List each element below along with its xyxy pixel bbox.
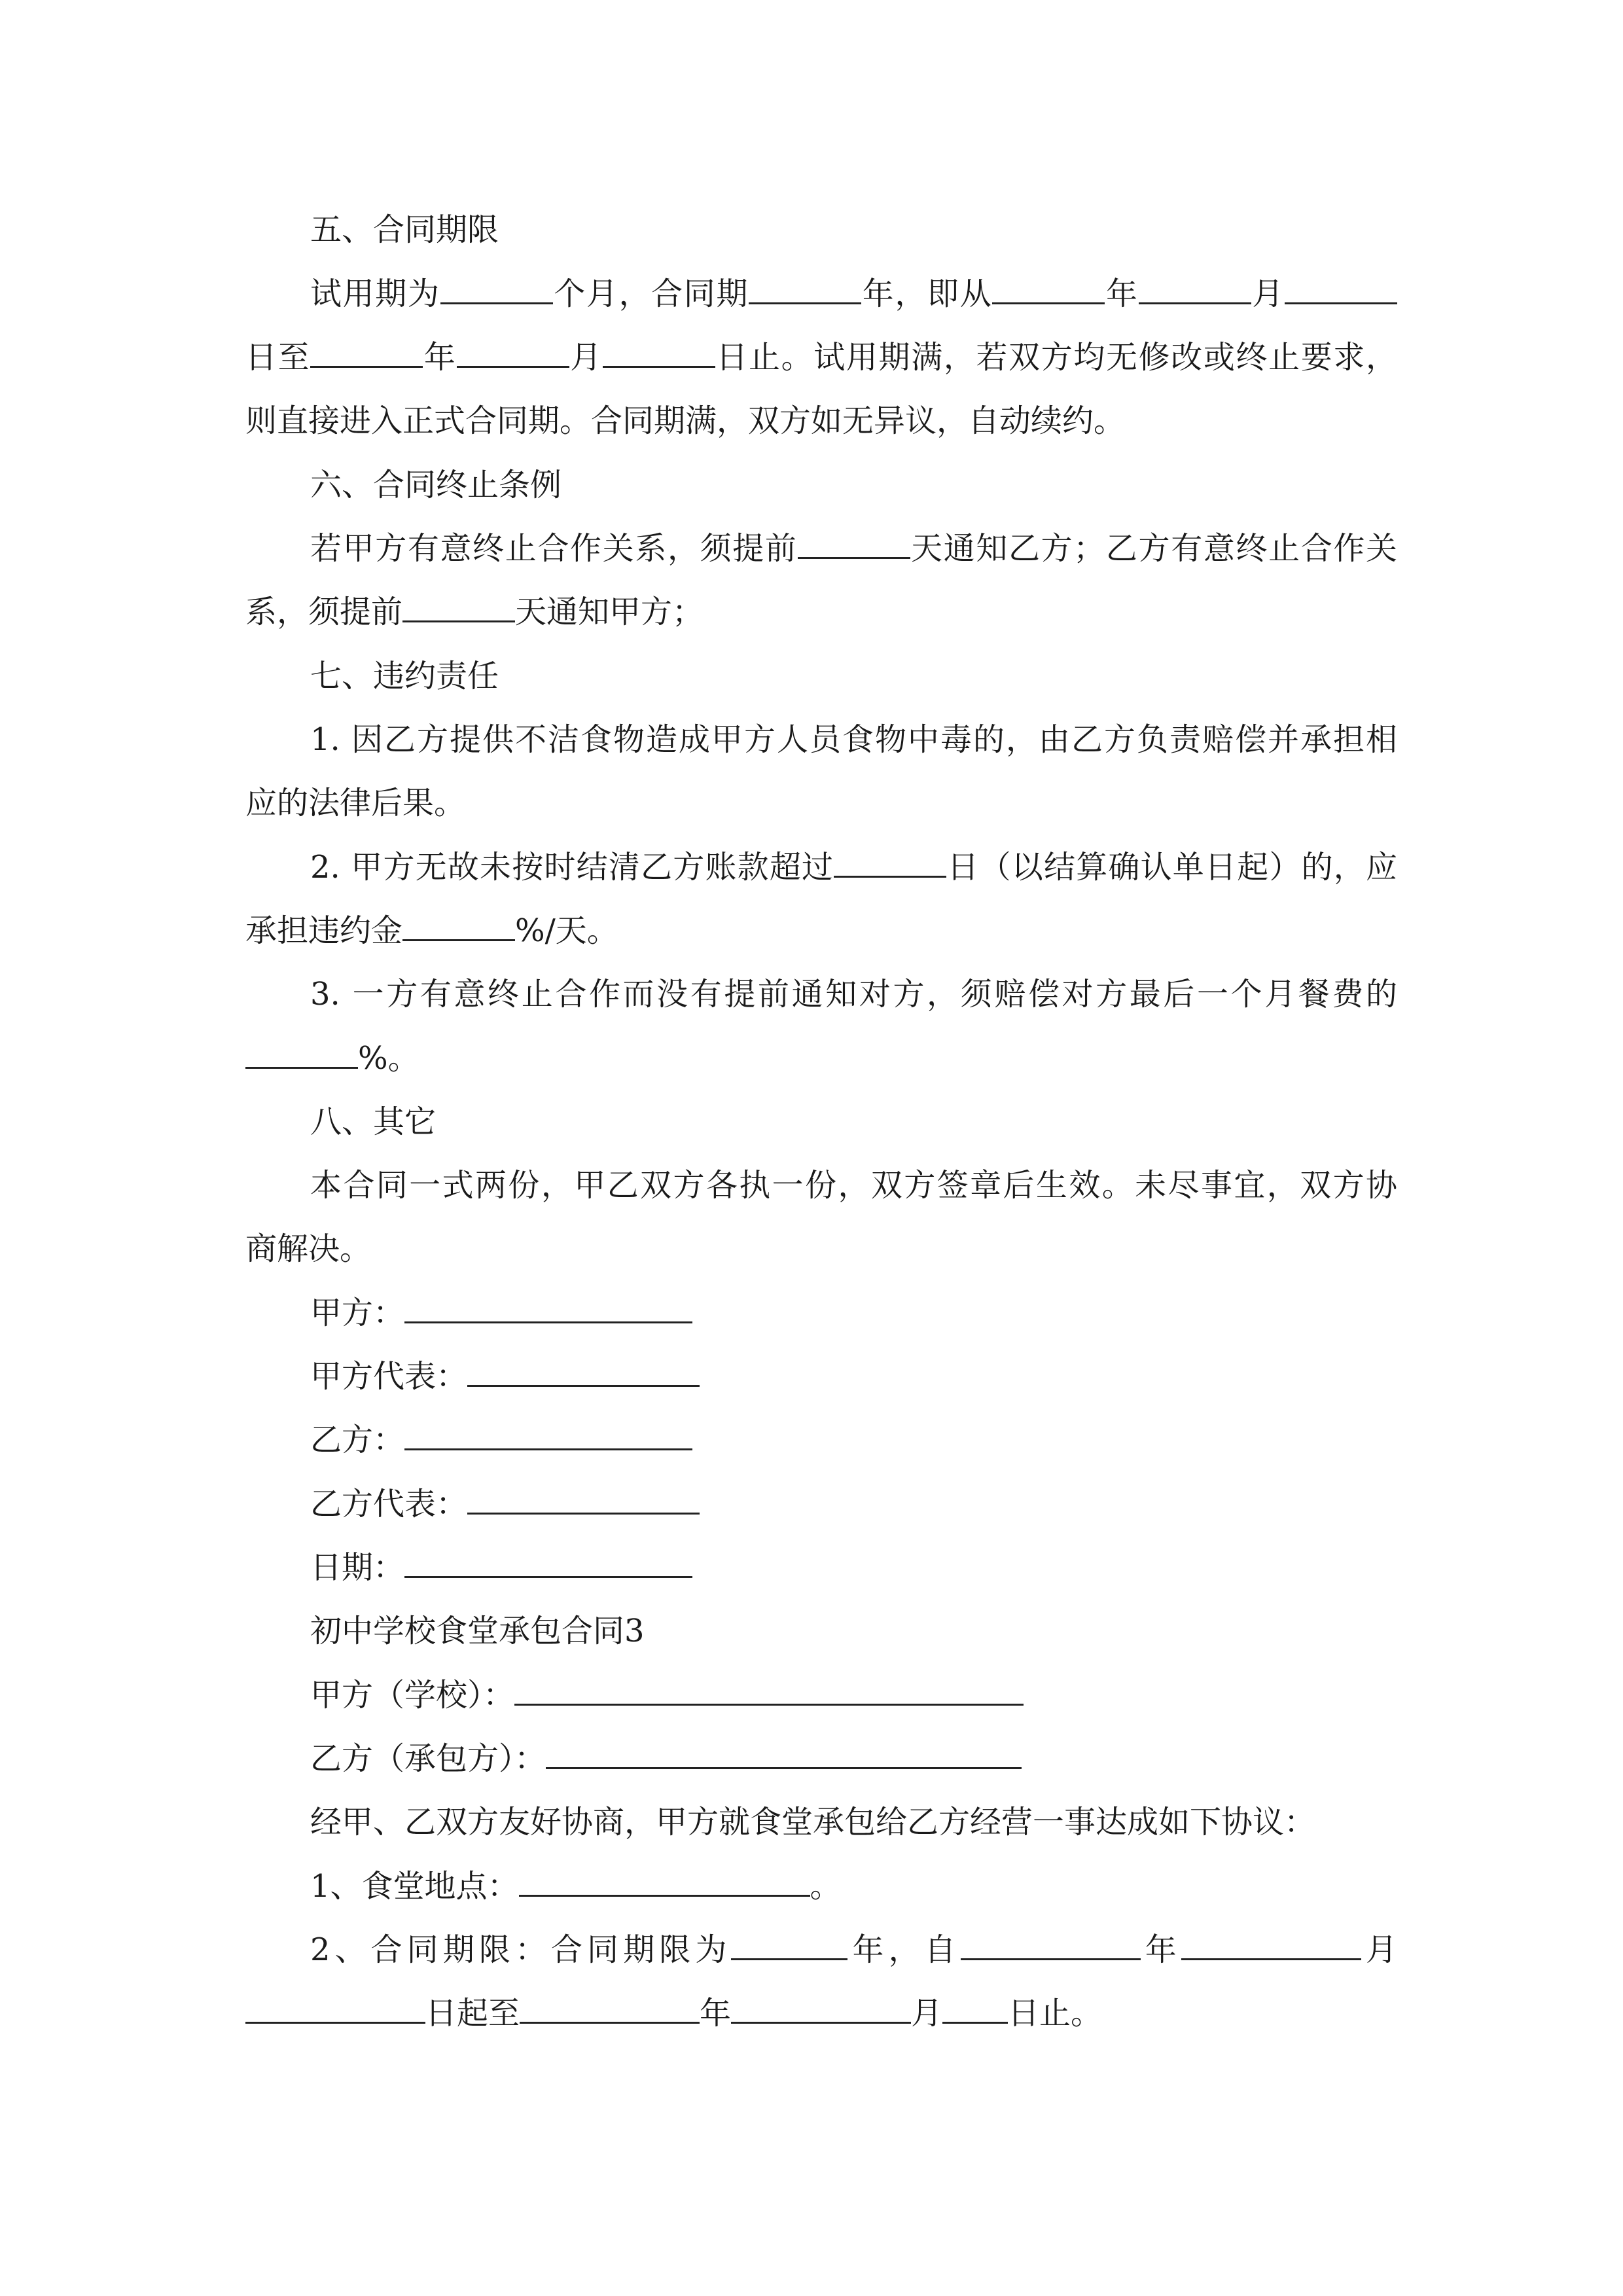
blank-start-day[interactable] — [1285, 263, 1397, 304]
blank-end-month[interactable] — [457, 327, 569, 368]
signature-date: 日期： — [310, 1535, 1397, 1600]
blank-term-start-day[interactable] — [245, 1982, 425, 2024]
contract-3-party-b-field[interactable] — [546, 1728, 1022, 1769]
section-7-item-2-line-1: 2. 甲方无故未按时结清乙方账款超过 日（以结算确认单日起）的，应 — [310, 835, 1397, 899]
section-8-line-1: 本合同一式两份，甲乙双方各执一份，双方签章后生效。未尽事宜，双方协 — [310, 1167, 1397, 1204]
blank-end-year[interactable] — [310, 327, 423, 368]
section-7-item-1-line-1: 1. 因乙方提供不洁食物造成甲方人员食物中毒的，由乙方负责赔偿并承担相 — [310, 721, 1397, 758]
blank-term-end-month[interactable] — [731, 1982, 911, 2024]
blank-start-year[interactable] — [992, 263, 1105, 304]
contract-3-item-2-line-1: 2、合同期限：合同期限为 年，自 年 月 — [310, 1918, 1397, 1982]
section-6-heading: 六、合同终止条例 — [310, 467, 562, 503]
canteen-location-field[interactable] — [519, 1856, 810, 1897]
signature-party-b-rep: 乙方代表： — [310, 1472, 1397, 1536]
blank-term-start-month[interactable] — [1181, 1919, 1361, 1960]
contract-3-party-a-field[interactable] — [514, 1664, 1024, 1706]
section-8-line-2: 商解决。 — [245, 1230, 372, 1267]
signature-party-a-rep: 甲方代表： — [310, 1344, 1397, 1408]
blank-term-end-year[interactable] — [520, 1982, 700, 2024]
blank-contract-years[interactable] — [749, 263, 861, 304]
section-5-heading: 五、合同期限 — [310, 211, 499, 248]
section-7-heading: 七、违约责任 — [310, 658, 499, 694]
blank-party-a-notice-days[interactable] — [798, 518, 910, 559]
blank-term-end-day[interactable] — [942, 1982, 1008, 2024]
blank-term-start-year[interactable] — [961, 1919, 1141, 1960]
section-7-item-3-line-1: 3. 一方有意终止合作而没有提前通知对方，须赔偿对方最后一个月餐费的 — [310, 976, 1397, 1013]
signature-party-a: 甲方： — [310, 1281, 1397, 1345]
party-b-rep-signature-field[interactable] — [467, 1473, 700, 1515]
blank-term-years[interactable] — [731, 1919, 847, 1960]
signature-party-b: 乙方： — [310, 1408, 1397, 1472]
contract-3-item-1: 1、食堂地点： 。 — [310, 1854, 1397, 1918]
section-7-item-3-line-2: %。 — [245, 1026, 1397, 1090]
contract-3-party-b: 乙方（承包方）： — [310, 1727, 1397, 1791]
party-b-signature-field[interactable] — [404, 1409, 692, 1450]
section-5-line-1: 试用期为 个月，合同期 年，即从 年 月 — [310, 262, 1397, 326]
contract-3-intro: 经甲、乙双方友好协商，甲方就食堂承包给乙方经营一事达成如下协议： — [310, 1804, 1316, 1840]
blank-start-month[interactable] — [1139, 263, 1251, 304]
blank-overdue-days[interactable] — [834, 836, 946, 878]
date-field[interactable] — [404, 1537, 692, 1578]
blank-party-b-notice-days[interactable] — [402, 581, 515, 622]
section-8-heading: 八、其它 — [310, 1103, 437, 1140]
contract-3-item-2-line-2: 日起至 年 月 日止。 — [245, 1981, 1397, 2045]
section-5-line-2: 日至 年 月 日止。试用期满，若双方均无修改或终止要求， — [245, 325, 1397, 389]
party-a-signature-field[interactable] — [404, 1282, 692, 1323]
section-6-line-2: 系，须提前 天通知甲方； — [245, 580, 1397, 644]
contract-3-title: 初中学校食堂承包合同3 — [310, 1613, 645, 1649]
blank-compensation-percent[interactable] — [245, 1028, 358, 1069]
section-5-line-3: 则直接进入正式合同期。合同期满，双方如无异议，自动续约。 — [245, 403, 1126, 439]
section-7-item-1-line-2: 应的法律后果。 — [245, 785, 466, 821]
blank-penalty-rate[interactable] — [402, 900, 515, 941]
blank-end-day[interactable] — [603, 327, 715, 368]
contract-3-party-a: 甲方（学校）： — [310, 1663, 1397, 1727]
blank-trial-months[interactable] — [440, 263, 553, 304]
section-7-item-2-line-2: 承担违约金 %/天。 — [245, 899, 1397, 963]
party-a-rep-signature-field[interactable] — [467, 1346, 700, 1387]
section-6-line-1: 若甲方有意终止合作关系，须提前 天通知乙方；乙方有意终止合作关 — [310, 516, 1397, 581]
